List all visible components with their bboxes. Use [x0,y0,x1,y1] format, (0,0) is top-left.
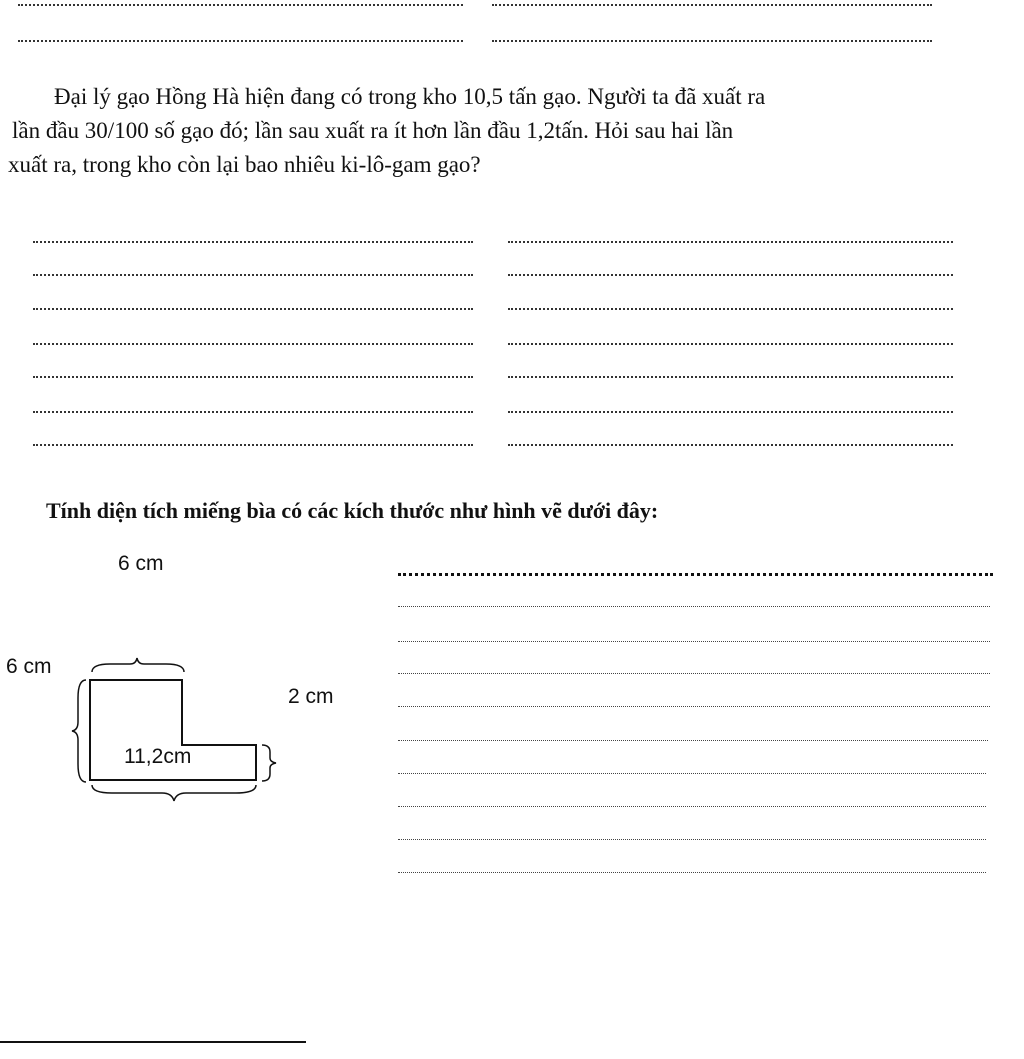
answer-line [398,641,990,642]
answer-line [508,308,953,310]
problem-line-2: lần đầu 30/100 số gạo đó; lần sau xuất ra ít hơn lần đầu 1,2tấn. Hỏi sau hai lần [12,118,734,143]
answer-line [33,308,473,310]
answer-line [33,411,473,413]
answer-line [508,444,953,446]
left-brace [72,680,86,782]
step-height-label: 2 cm [288,685,334,708]
answer-line [508,274,953,276]
answer-line [508,376,953,378]
answer-line [398,706,990,707]
footnote-separator [0,1041,306,1043]
answer-line [492,40,932,42]
left-height-label: 6 cm [6,655,52,678]
problem-line-1: Đại lý gạo Hồng Hà hiện đang có trong kho 10,5 tấn gạo. Người ta đã xuất ra [54,84,766,109]
answer-line [508,411,953,413]
l-shape-figure [0,640,380,820]
area-task-heading: Tính diện tích miếng bìa có các kích thước như hình vẽ dưới đây: [46,498,659,523]
answer-line [398,773,986,774]
answer-line [508,343,953,345]
answer-line [18,40,463,42]
l-shape-outline [90,680,256,780]
answer-line [33,376,473,378]
answer-line [492,4,932,6]
answer-line [398,673,990,674]
answer-line [18,4,463,6]
answer-line [33,444,473,446]
answer-line [398,573,993,576]
answer-line [398,806,986,807]
bottom-brace [92,785,256,801]
word-problem [8,80,1008,182]
answer-line [33,241,473,243]
top-brace [92,658,184,672]
bottom-width-label: 11,2cm [124,745,192,768]
right-brace [262,745,276,781]
answer-line [398,872,986,873]
answer-line [398,606,990,607]
answer-line [398,740,988,741]
top-width-label: 6 cm [118,552,164,575]
answer-line [33,274,473,276]
answer-line [398,839,986,840]
answer-line [508,241,953,243]
problem-line-3: xuất ra, trong kho còn lại bao nhiêu ki-lô-gam gạo? [8,152,481,177]
answer-line [33,343,473,345]
